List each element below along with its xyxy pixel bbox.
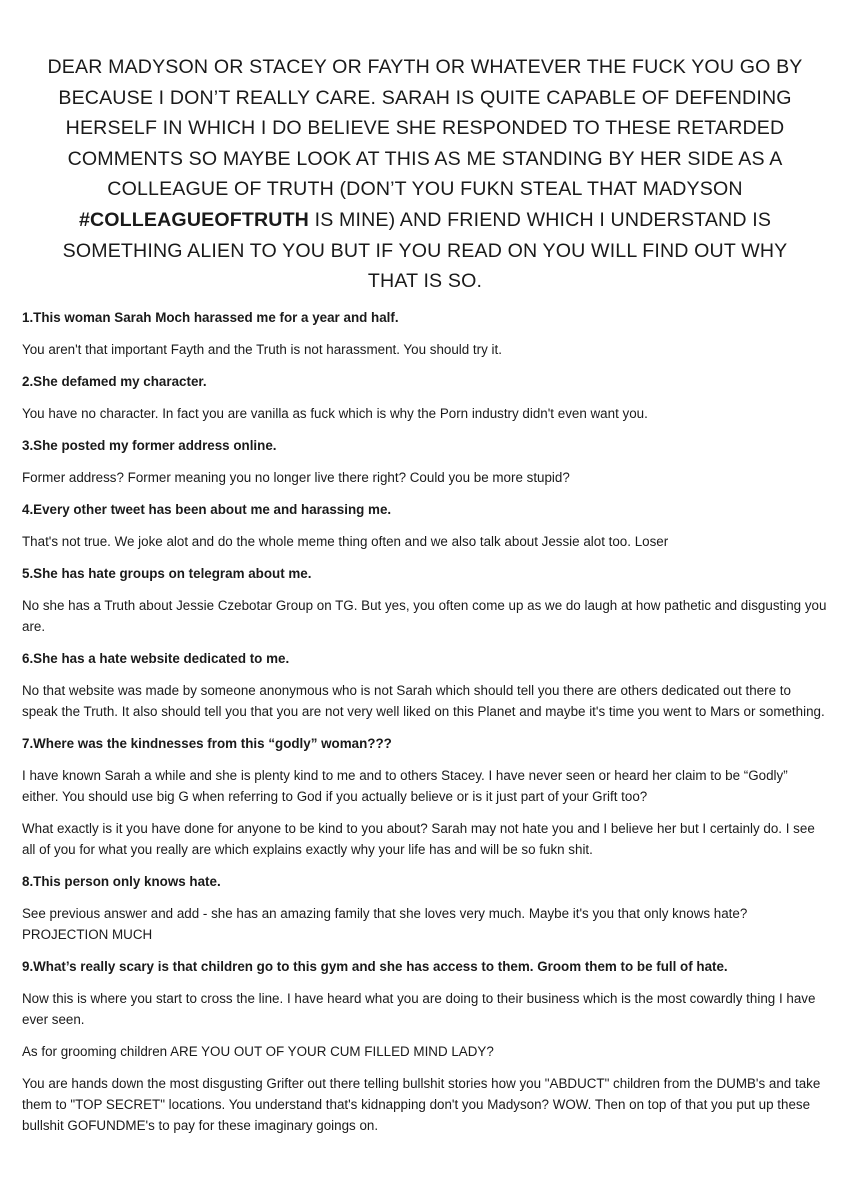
heading-hashtag: #COLLEAGUEOFTRUTH <box>78 208 309 231</box>
section-4 <box>22 499 827 552</box>
section-2 <box>22 371 827 424</box>
section-7 <box>22 733 827 860</box>
claim-9: 9.What’s really scary is that children go to this gym and she has access to them. Groom them to be full of hate. <box>22 959 728 974</box>
claim-8: 8.This person only knows hate. <box>22 874 221 889</box>
response-4: That's not true. We joke alot and do the whole meme thing often and we also talk about Jessie alot too. Loser <box>22 534 669 549</box>
claim-4: 4.Every other tweet has been about me and harassing me. <box>22 502 392 517</box>
response-9c: You are hands down the most disgusting Grifter out there telling bullshit stories how you "ABDUCT" children from the DUMB's and take them to "TOP SECRET" locations. You understand that's kidnapping don't you Madyson? WOW. Then on top of that you put up these bullshit GOFUNDME's to pay for these imaginary goings on. <box>22 1076 821 1133</box>
heading-text-part-1: DEAR MADYSON OR STACEY OR FAYTH OR WHATEVER THE FUCK YOU GO BY BECAUSE I DON’T REALLY CARE. SARAH IS QUITE CAPABLE OF DEFENDING HERSELF IN WHICH I DO BELIEVE SHE RESPONDED TO THESE RETARDED COMMENTS SO MAYBE LOOK AT THIS AS ME STANDING BY HER SIDE AS A COLLEAGUE OF TRUTH (DON’T YOU FUKN STEAL THAT MADYSON <box>47 56 803 201</box>
response-5: No she has a Truth about Jessie Czebotar Group on TG. But yes, you often come up as we do laugh at how pathetic and disgusting you are. <box>22 598 827 634</box>
response-8: See previous answer and add - she has an amazing family that she loves very much. Maybe it's you that only knows hate? PROJECTION MUCH <box>22 906 748 942</box>
section-6 <box>22 648 827 722</box>
response-3: Former address? Former meaning you no longer live there right? Could you be more stupid? <box>22 470 570 485</box>
claim-7: 7.Where was the kindnesses from this “godly” woman??? <box>22 736 392 751</box>
claim-6: 6.She has a hate website dedicated to me. <box>22 651 290 666</box>
response-7b: What exactly is it you have done for anyone to be kind to you about? Sarah may not hate you and I believe her but I certainly do. I see all of you for what you really are which explains exactly why your life has and will be so fukn shit. <box>22 821 815 857</box>
claim-1: 1.This woman Sarah Moch harassed me for a year and half. <box>22 310 399 325</box>
response-2: You have no character. In fact you are vanilla as fuck which is why the Porn industry didn't even want you. <box>22 406 648 421</box>
claim-5: 5.She has hate groups on telegram about me. <box>22 566 312 581</box>
response-7a: I have known Sarah a while and she is plenty kind to me and to others Stacey. I have never seen or heard her claim to be “Godly” either. You should use big G when referring to God if you actually believe or is it just part of your Grift too? <box>22 768 788 804</box>
heading-text-part-2: IS MINE) AND FRIEND WHICH I UNDERSTAND IS SOMETHING ALIEN TO YOU BUT IF YOU READ ON YOU WILL FIND OUT WHY THAT IS SO. <box>62 208 788 293</box>
claim-2: 2.She defamed my character. <box>22 374 207 389</box>
section-3 <box>22 435 827 488</box>
claim-3: 3.She posted my former address online. <box>22 438 277 453</box>
response-9a: Now this is where you start to cross the line. I have heard what you are doing to their business which is the most cowardly thing I have ever seen. <box>22 991 816 1027</box>
response-1: You aren't that important Fayth and the Truth is not harassment. You should try it. <box>22 342 502 357</box>
section-9 <box>22 956 827 1136</box>
section-1 <box>22 307 827 360</box>
section-5 <box>22 563 827 637</box>
open-letter-heading <box>40 52 810 297</box>
letter-body <box>22 307 827 1147</box>
section-8 <box>22 871 827 945</box>
response-6: No that website was made by someone anonymous who is not Sarah which should tell you there are others dedicated out there to speak the Truth. It also should tell you that you are not very well liked on this Planet and maybe it's time you went to Mars or something. <box>22 683 825 719</box>
response-9b: As for grooming children ARE YOU OUT OF YOUR CUM FILLED MIND LADY? <box>22 1044 494 1059</box>
